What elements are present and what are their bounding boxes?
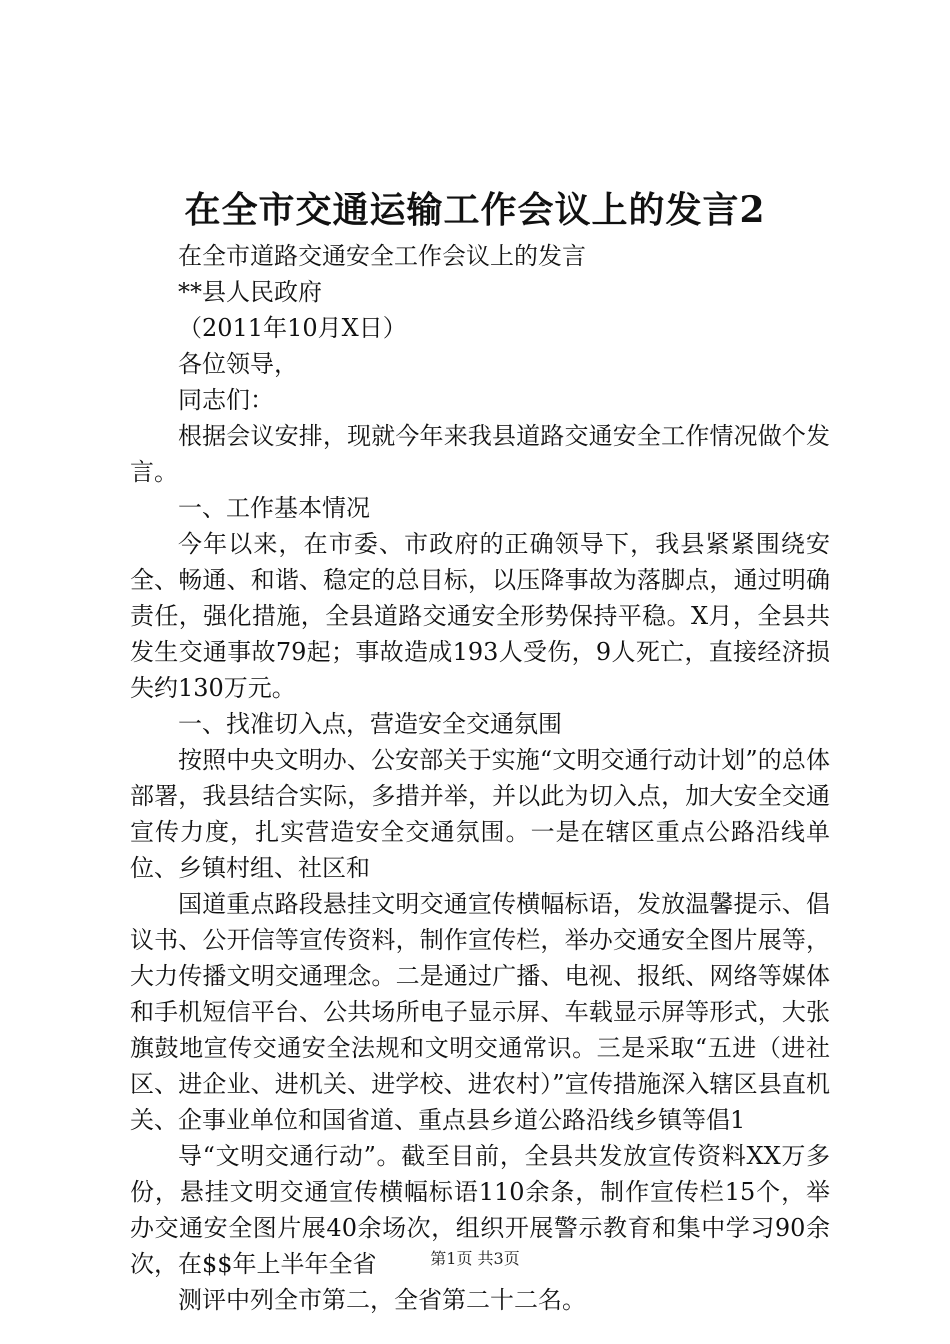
body-paragraph: 按照中央文明办、公安部关于实施“文明交通行动计划”的总体部署，我县结合实际，多措并举，并以此为切入点，加大安全交通宣传力度，扎实营造安全交通氛围。一是在辖区重点公路沿线单位、乡镇村组、社区和 [130,746,830,882]
body-paragraph: 国道重点路段悬挂文明交通宣传横幅标语，发放温馨提示、倡议书、公开信等宣传资料，制作宣传栏，举办交通安全图片展等，大力传播文明交通理念。二是通过广播、电视、报纸、网络等媒体和手机短信平台、公共场所电子显示屏、车载显示屏等形式，大张旗鼓地宣传交通安全法规和文明交通常识。三是采取“五进（进社区、进企业、进机关、进学校、进农村）”宣传措施深入辖区县直机关、企事业单位和国省道、重点县乡道公路沿线乡镇等倡1 [130,890,830,1134]
body-paragraph: 导“文明交通行动”。截至目前，全县共发放宣传资料XX万多份，悬挂文明交通宣传横幅标语110余条，制作宣传栏15个，举办交通安全图片展40余场次，组织开展警示教育和集中学习90余次，在$$年上半年全省 [130,1142,830,1278]
author-paragraph: **县人民政府 [178,278,322,306]
subtitle-paragraph: 在全市道路交通安全工作会议上的发言 [178,242,586,270]
body-paragraph: 根据会议安排，现就今年来我县道路交通安全工作情况做个发言。 [130,422,830,486]
body-paragraph: 今年以来，在市委、市政府的正确领导下，我县紧紧围绕安全、畅通、和谐、稳定的总目标，以压降事故为落脚点，通过明确责任，强化措施，全县道路交通安全形势保持平稳。X月，全县共发生交通事故79起；事故造成193人受伤，9人死亡，直接经济损失约130万元。 [130,530,830,702]
page-title: 在全市交通运输工作会议上的发言2 [184,189,766,231]
salutation-leaders: 各位领导， [178,350,298,378]
document-body [130,238,830,1318]
page-footer: 第1页 共3页 [430,1249,520,1268]
body-paragraph: 测评中列全市第二，全省第二十二名。 [178,1286,586,1314]
date-paragraph: （2011年10月X日） [178,314,407,342]
section-heading: 一、找准切入点，营造安全交通氛围 [178,710,562,738]
section-heading: 一、工作基本情况 [178,494,370,522]
salutation-comrades: 同志们： [178,386,274,414]
